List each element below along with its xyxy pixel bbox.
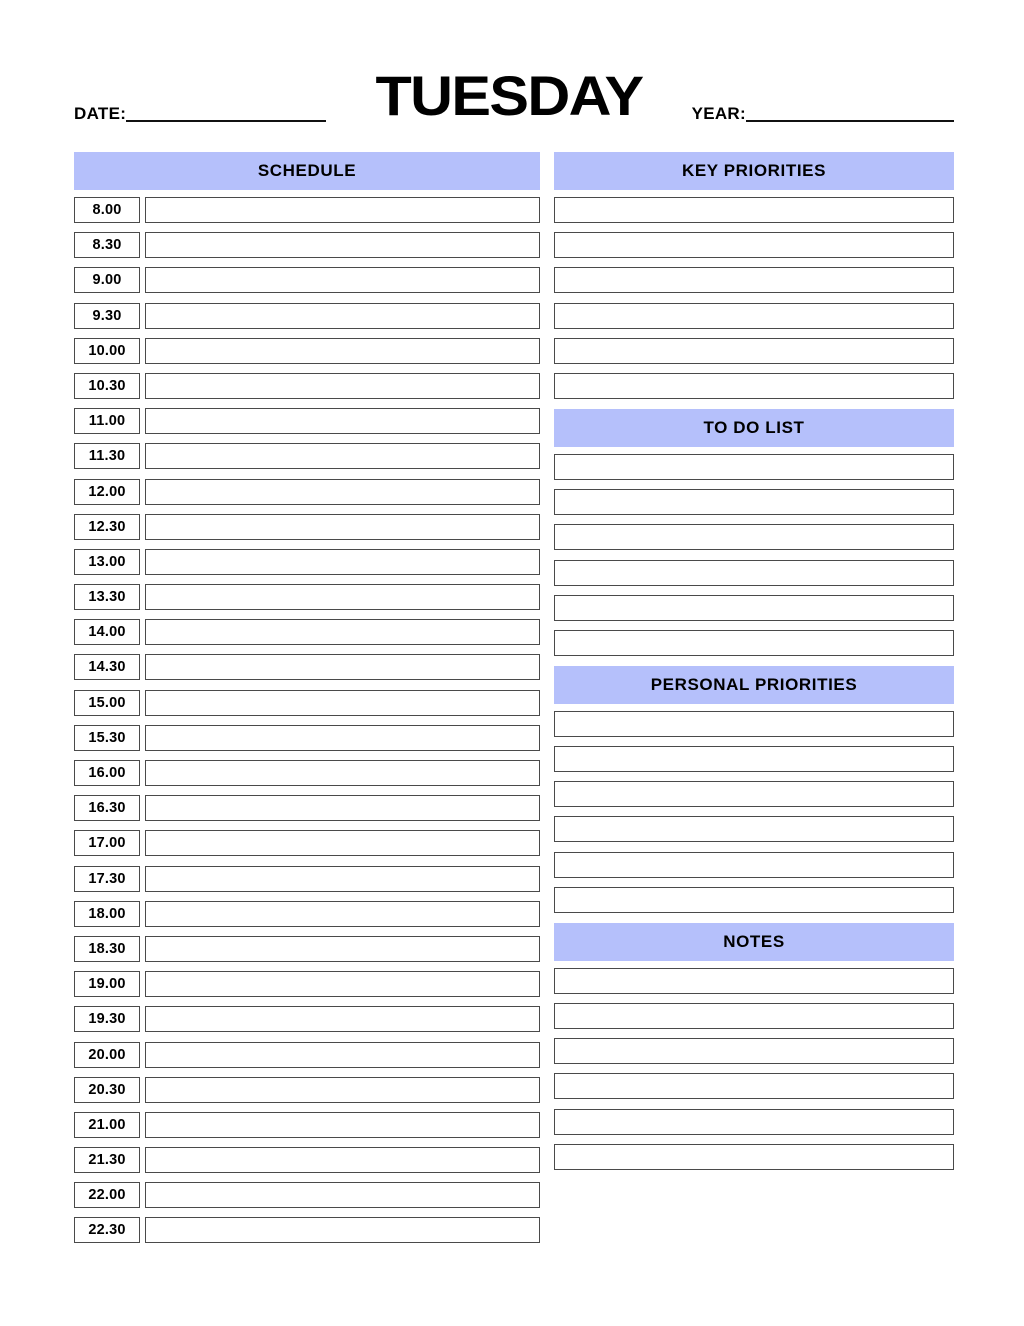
schedule-row <box>74 232 540 258</box>
page-title: TUESDAY <box>375 64 643 127</box>
schedule-time-label: 20.30 <box>74 1077 140 1103</box>
section-entry-field[interactable] <box>554 232 954 258</box>
schedule-time-label: 15.00 <box>74 690 140 716</box>
schedule-time-label: 10.00 <box>74 338 140 364</box>
section-entry-field[interactable] <box>554 630 954 656</box>
schedule-time-label: 13.00 <box>74 549 140 575</box>
schedule-time-label: 12.30 <box>74 514 140 540</box>
schedule-entry-field[interactable] <box>145 1077 540 1103</box>
section-entry-field[interactable] <box>554 1144 954 1170</box>
section-entry-field[interactable] <box>554 1038 954 1064</box>
section-header-personal-priorities: PERSONAL PRIORITIES <box>554 666 954 704</box>
schedule-header: SCHEDULE <box>74 152 540 190</box>
schedule-entry-field[interactable] <box>145 479 540 505</box>
year-write-line[interactable] <box>746 120 954 122</box>
schedule-time-label: 17.30 <box>74 866 140 892</box>
schedule-row <box>74 1042 540 1068</box>
schedule-entry-field[interactable] <box>145 725 540 751</box>
schedule-entry-field[interactable] <box>145 549 540 575</box>
section-header-notes: NOTES <box>554 923 954 961</box>
section-entry-field[interactable] <box>554 373 954 399</box>
schedule-row <box>74 408 540 434</box>
schedule-entry-field[interactable] <box>145 936 540 962</box>
schedule-entry-field[interactable] <box>145 619 540 645</box>
schedule-row <box>74 760 540 786</box>
schedule-entry-field[interactable] <box>145 338 540 364</box>
schedule-row <box>74 373 540 399</box>
schedule-row <box>74 338 540 364</box>
schedule-time-label: 8.00 <box>74 197 140 223</box>
schedule-row <box>74 514 540 540</box>
section-entry-field[interactable] <box>554 338 954 364</box>
schedule-row <box>74 443 540 469</box>
section-entry-field[interactable] <box>554 887 954 913</box>
section-entry-field[interactable] <box>554 1073 954 1099</box>
schedule-row <box>74 1077 540 1103</box>
section-header-to-do-list: TO DO LIST <box>554 409 954 447</box>
schedule-entry-field[interactable] <box>145 1112 540 1138</box>
year-label: YEAR: <box>691 104 746 123</box>
section-entry-field[interactable] <box>554 711 954 737</box>
schedule-row <box>74 1006 540 1032</box>
schedule-time-label: 13.30 <box>74 584 140 610</box>
schedule-entry-field[interactable] <box>145 373 540 399</box>
schedule-entry-field[interactable] <box>145 1147 540 1173</box>
schedule-time-label: 20.00 <box>74 1042 140 1068</box>
schedule-time-label: 9.30 <box>74 303 140 329</box>
schedule-entry-field[interactable] <box>145 1182 540 1208</box>
schedule-entry-field[interactable] <box>145 303 540 329</box>
schedule-entry-field[interactable] <box>145 443 540 469</box>
schedule-row <box>74 690 540 716</box>
schedule-entry-field[interactable] <box>145 654 540 680</box>
section-entry-field[interactable] <box>554 303 954 329</box>
schedule-time-label: 22.30 <box>74 1217 140 1243</box>
section-entry-field[interactable] <box>554 489 954 515</box>
schedule-time-label: 11.30 <box>74 443 140 469</box>
schedule-row <box>74 795 540 821</box>
schedule-row <box>74 901 540 927</box>
schedule-entry-field[interactable] <box>145 232 540 258</box>
schedule-column <box>74 152 540 1253</box>
schedule-time-label: 16.30 <box>74 795 140 821</box>
schedule-row <box>74 654 540 680</box>
schedule-entry-field[interactable] <box>145 690 540 716</box>
schedule-time-label: 10.30 <box>74 373 140 399</box>
schedule-time-label: 21.30 <box>74 1147 140 1173</box>
sections-column <box>554 152 954 1179</box>
schedule-entry-field[interactable] <box>145 760 540 786</box>
section-entry-field[interactable] <box>554 816 954 842</box>
schedule-entry-field[interactable] <box>145 1006 540 1032</box>
date-write-line[interactable] <box>126 120 326 122</box>
schedule-row <box>74 197 540 223</box>
schedule-row <box>74 1182 540 1208</box>
schedule-time-label: 14.00 <box>74 619 140 645</box>
schedule-time-label: 18.30 <box>74 936 140 962</box>
section-entry-field[interactable] <box>554 1003 954 1029</box>
schedule-time-label: 8.30 <box>74 232 140 258</box>
schedule-time-label: 11.00 <box>74 408 140 434</box>
schedule-rows <box>74 197 540 1243</box>
schedule-entry-field[interactable] <box>145 971 540 997</box>
schedule-entry-field[interactable] <box>145 795 540 821</box>
section-header-key-priorities: KEY PRIORITIES <box>554 152 954 190</box>
schedule-row <box>74 725 540 751</box>
schedule-row <box>74 549 540 575</box>
section-entry-field[interactable] <box>554 560 954 586</box>
section-entry-field[interactable] <box>554 746 954 772</box>
schedule-entry-field[interactable] <box>145 408 540 434</box>
year-field[interactable] <box>692 105 954 126</box>
schedule-time-label: 14.30 <box>74 654 140 680</box>
section-entry-field[interactable] <box>554 1109 954 1135</box>
schedule-row <box>74 619 540 645</box>
schedule-entry-field[interactable] <box>145 267 540 293</box>
date-label: DATE: <box>74 104 127 123</box>
section-entry-field[interactable] <box>554 968 954 994</box>
schedule-row <box>74 1147 540 1173</box>
schedule-row <box>74 303 540 329</box>
schedule-row <box>74 830 540 856</box>
schedule-entry-field[interactable] <box>145 1217 540 1243</box>
section-entry-field[interactable] <box>554 197 954 223</box>
page-header <box>74 64 954 127</box>
schedule-entry-field[interactable] <box>145 514 540 540</box>
schedule-time-label: 17.00 <box>74 830 140 856</box>
section-entry-field[interactable] <box>554 524 954 550</box>
section-entry-field[interactable] <box>554 267 954 293</box>
section-entry-field[interactable] <box>554 852 954 878</box>
section-entry-field[interactable] <box>554 454 954 480</box>
section-entry-field[interactable] <box>554 595 954 621</box>
schedule-row <box>74 1217 540 1243</box>
schedule-time-label: 9.00 <box>74 267 140 293</box>
schedule-entry-field[interactable] <box>145 901 540 927</box>
schedule-entry-field[interactable] <box>145 1042 540 1068</box>
schedule-time-label: 19.00 <box>74 971 140 997</box>
schedule-time-label: 18.00 <box>74 901 140 927</box>
schedule-time-label: 15.30 <box>74 725 140 751</box>
schedule-time-label: 12.00 <box>74 479 140 505</box>
schedule-entry-field[interactable] <box>145 584 540 610</box>
schedule-time-label: 21.00 <box>74 1112 140 1138</box>
schedule-row <box>74 267 540 293</box>
schedule-row <box>74 936 540 962</box>
schedule-time-label: 19.30 <box>74 1006 140 1032</box>
schedule-time-label: 16.00 <box>74 760 140 786</box>
schedule-entry-field[interactable] <box>145 866 540 892</box>
schedule-row <box>74 866 540 892</box>
schedule-time-label: 22.00 <box>74 1182 140 1208</box>
schedule-row <box>74 971 540 997</box>
schedule-entry-field[interactable] <box>145 197 540 223</box>
schedule-row <box>74 479 540 505</box>
section-entry-field[interactable] <box>554 781 954 807</box>
schedule-row <box>74 584 540 610</box>
date-field[interactable] <box>74 105 326 126</box>
schedule-row <box>74 1112 540 1138</box>
schedule-entry-field[interactable] <box>145 830 540 856</box>
